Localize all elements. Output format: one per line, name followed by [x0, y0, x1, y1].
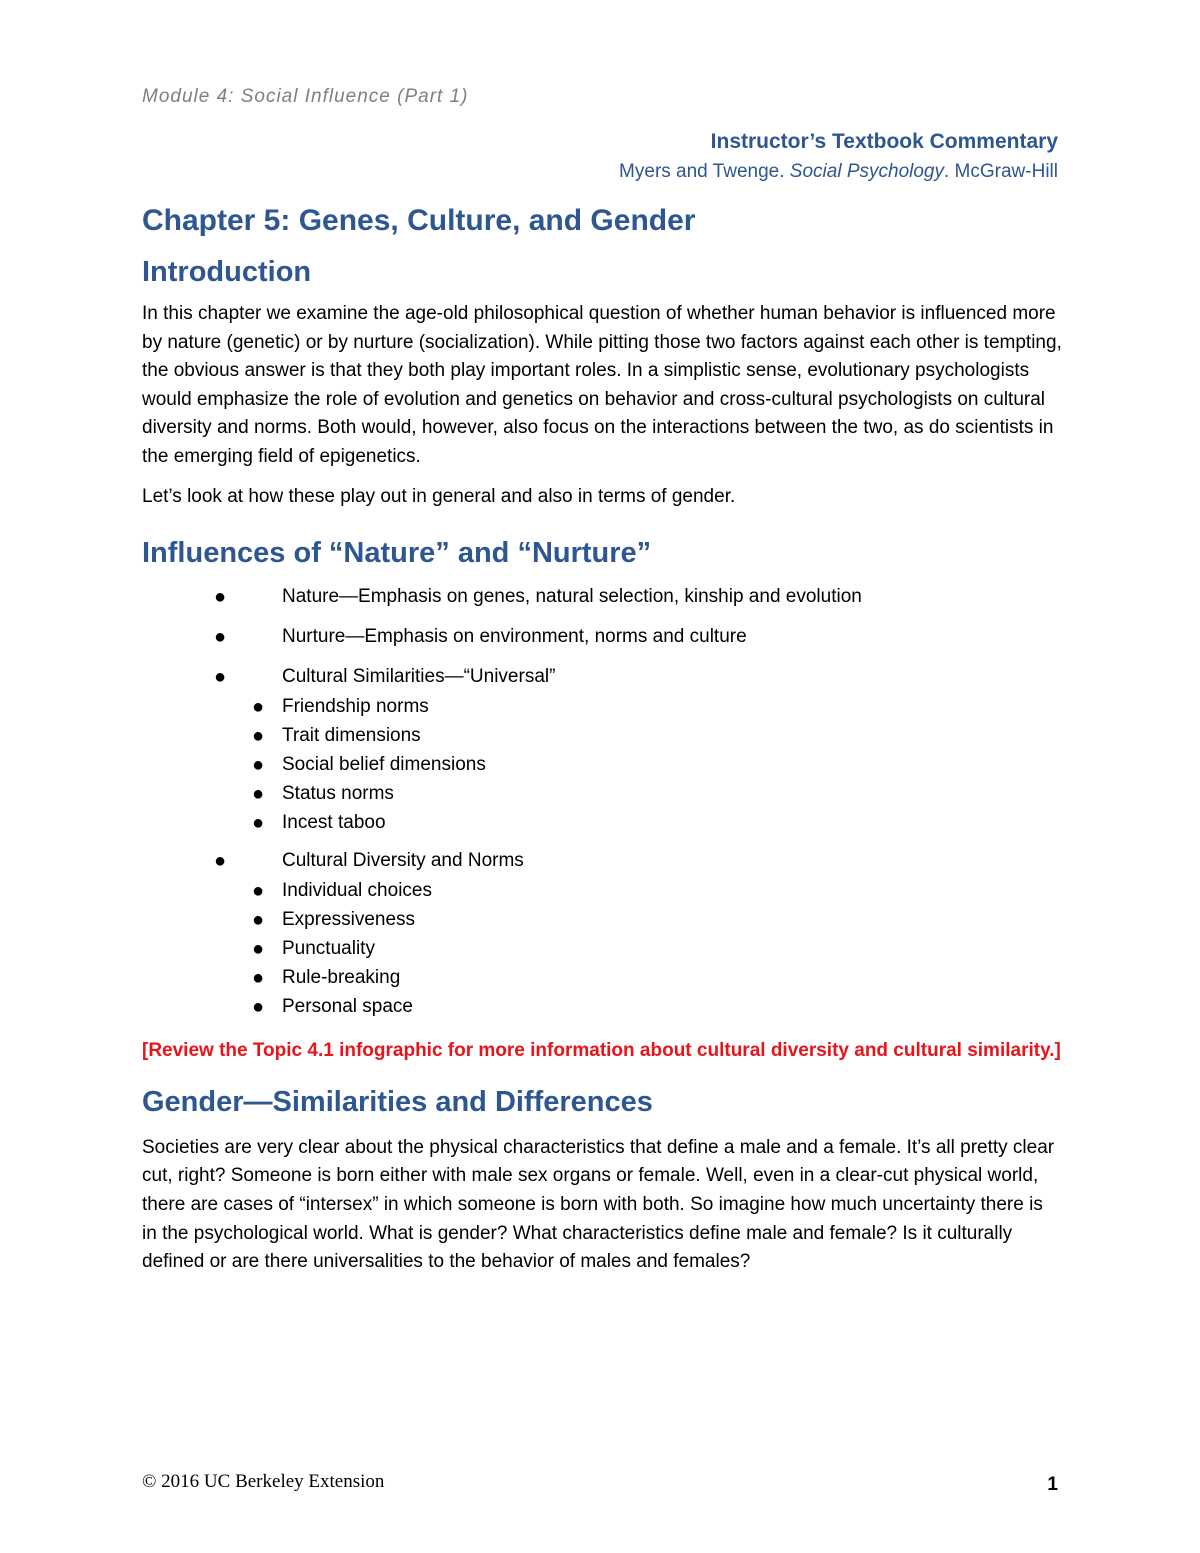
footer-copyright: © 2016 UC Berkeley Extension: [142, 1471, 385, 1492]
sub-list-item: [142, 780, 1062, 809]
bullet-icon: ●: [252, 909, 265, 932]
sub-list-item: [142, 693, 1062, 722]
sub-list-item-text: Individual choices: [282, 880, 432, 902]
bullet-icon: ●: [252, 783, 265, 806]
gender-paragraph: Societies are very clear about the physical characteristics that define a male and a female. It’s all pretty clear cut, right? Someone is born either with male sex organs or female. Well, even in a clear-cut physical world, there are cases of “intersex” in which someone is born with both. So imagine how much uncertainty there is in the psychological world. What is gender? What characteristics define male and female? Is it culturally defined or are there universalities to the behavior of males and females?: [142, 1136, 1055, 1273]
module-header: Module 4: Social Influence (Part 1): [142, 86, 469, 107]
bullet-icon: ●: [214, 626, 227, 649]
page-number: 1: [1047, 1474, 1058, 1495]
sub-list-item-text: Social belief dimensions: [282, 754, 486, 776]
commentary-header: [619, 127, 1058, 187]
list-item-text: Cultural Similarities—“Universal”: [282, 666, 556, 688]
gender-heading: Gender—Similarities and Differences: [142, 1085, 653, 1118]
sub-list-item: [142, 935, 1062, 964]
chapter-title: Chapter 5: Genes, Culture, and Gender: [142, 204, 696, 237]
nature-nurture-heading: Influences of “Nature” and “Nurture”: [142, 537, 652, 570]
commentary-title: Instructor’s Textbook Commentary: [710, 130, 1058, 153]
sub-list-item: [142, 993, 1062, 1025]
sub-list-item-text: Expressiveness: [282, 909, 416, 931]
bullet-icon: ●: [252, 725, 265, 748]
bullet-icon: ●: [214, 586, 227, 609]
bullet-icon: ●: [252, 967, 265, 990]
list-item-text: Nurture—Emphasis on environment, norms and culture: [282, 626, 747, 648]
sub-list-item: [142, 964, 1062, 993]
sub-list-item-text: Punctuality: [282, 938, 375, 960]
sub-list-item-text: Status norms: [282, 783, 394, 805]
citation-book: Social Psychology: [789, 161, 944, 182]
bullet-icon: ●: [252, 696, 265, 719]
citation-authors: Myers and Twenge.: [619, 161, 790, 182]
sub-list-item-text: Trait dimensions: [282, 725, 421, 747]
review-note: [Review the Topic 4.1 infographic for more information about cultural diversity and cultural similarity.]: [142, 1040, 1061, 1062]
list-item: [142, 623, 1062, 663]
sub-list-item-text: Friendship norms: [282, 696, 429, 718]
bullet-icon: ●: [252, 754, 265, 777]
bullet-icon: ●: [252, 938, 265, 961]
sub-list-item-text: Rule-breaking: [282, 967, 401, 989]
list-item: [142, 583, 1062, 623]
list-item-text: Cultural Diversity and Norms: [282, 850, 524, 872]
sub-list-item: [142, 722, 1062, 751]
sub-list-item: [142, 906, 1062, 935]
sub-list-item-text: Personal space: [282, 996, 413, 1018]
sub-list-item: [142, 877, 1062, 906]
bullet-icon: ●: [214, 850, 227, 873]
citation-publisher: . McGraw-Hill: [944, 161, 1058, 182]
intro-paragraph: In this chapter we examine the age-old philosophical question of whether human behavior is influenced more by nature (genetic) or by nurture (socialization). While pitting those two factors against each other is tempting, the obvious answer is that they both play important roles. In a simplistic sense, evolutionary psychologists would emphasize the role of evolution and genetics on behavior and cross-cultural psychologists on cultural diversity and norms. Both would, however, also focus on the interactions between the two, as do scientists in the emerging field of epigenetics.: [142, 303, 1062, 467]
main-content: [142, 198, 1062, 1277]
list-item: [142, 847, 1062, 877]
sub-list-item: [142, 809, 1062, 847]
bullet-icon: ●: [252, 996, 265, 1019]
intro-heading: Introduction: [142, 256, 312, 288]
textbook-citation: [619, 157, 1058, 187]
list-item: [142, 663, 1062, 693]
sub-list-item-text: Incest taboo: [282, 812, 386, 834]
list-item-text: Nature—Emphasis on genes, natural selection, kinship and evolution: [282, 586, 862, 608]
bullet-icon: ●: [252, 812, 265, 835]
intro-paragraph-2: Let’s look at how these play out in general and also in terms of gender.: [142, 485, 736, 507]
nature-nurture-list: [142, 583, 1062, 1025]
bullet-icon: ●: [214, 666, 227, 689]
bullet-icon: ●: [252, 880, 265, 903]
sub-list-item: [142, 751, 1062, 780]
